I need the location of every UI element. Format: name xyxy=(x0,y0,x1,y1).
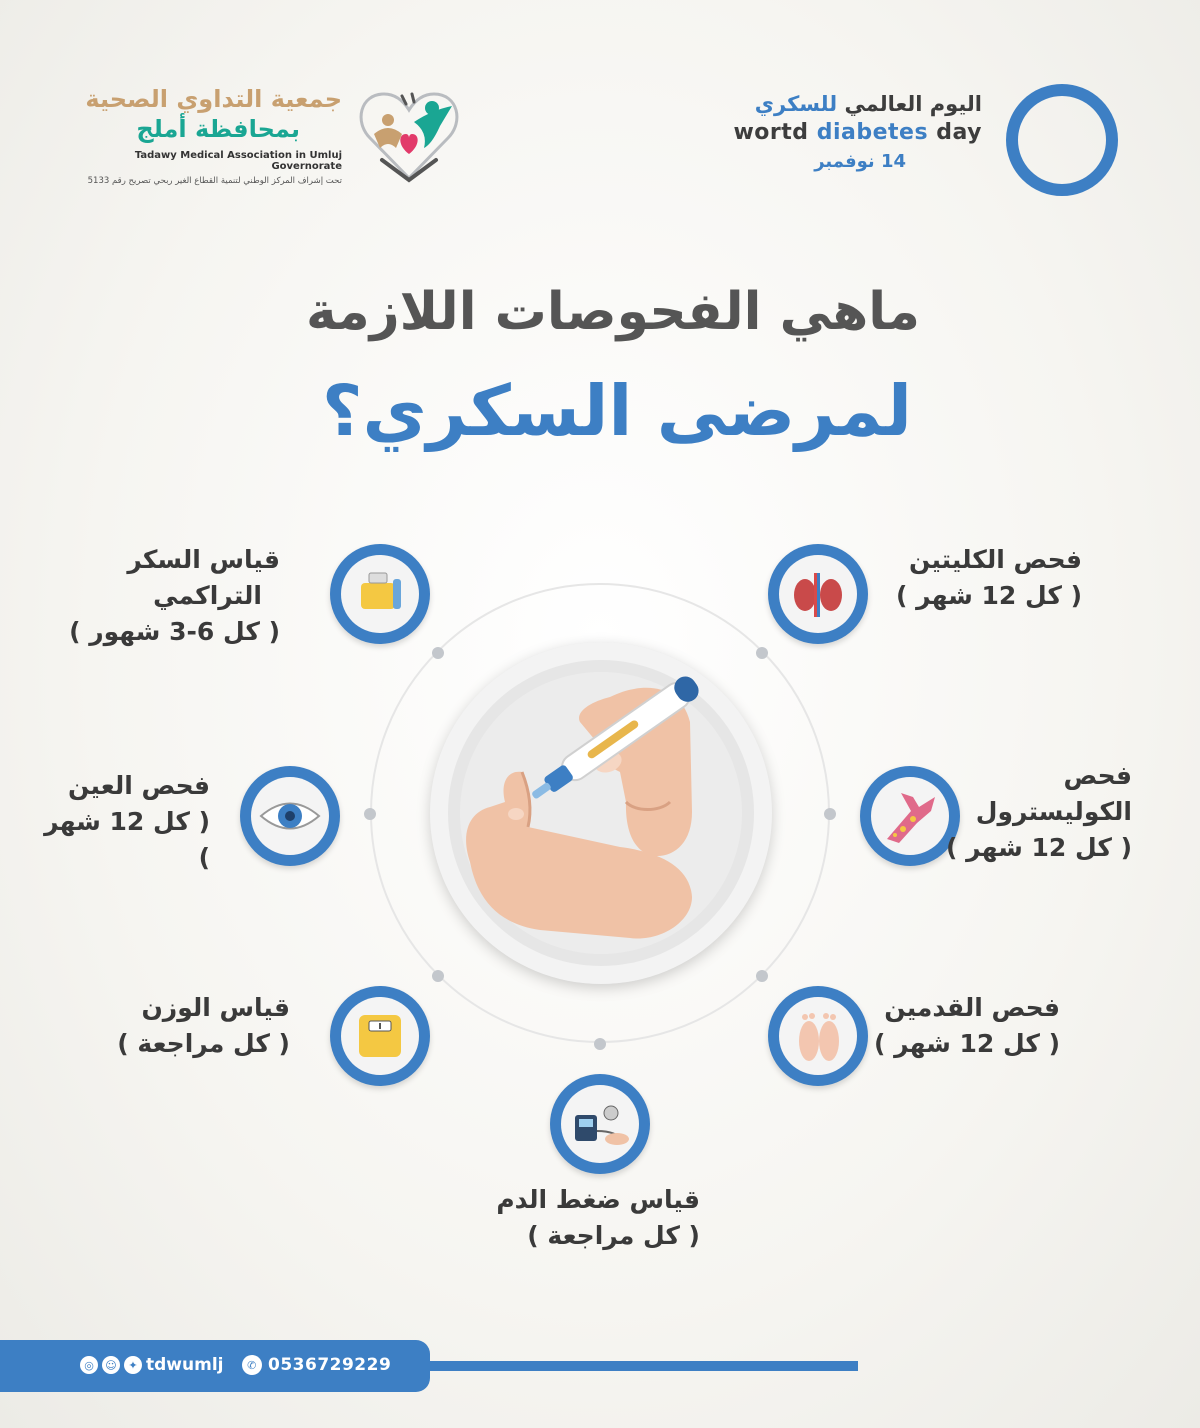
test-name-line2: التراكمي xyxy=(153,581,262,610)
label-feet xyxy=(860,990,1060,1062)
event-en-part3: day xyxy=(936,120,982,145)
association-name: جمعية التداوي الصحية xyxy=(85,85,342,113)
test-name-line1: قياس الوزن xyxy=(141,993,290,1022)
snapchat-icon[interactable]: ☺ xyxy=(102,1356,120,1374)
label-weight xyxy=(90,990,290,1062)
association-license: تحت إشراف المركز الوطني لتنمية القطاع الغير ربحي تصريح رقم 5133 xyxy=(87,176,342,186)
test-name-line1: فحص العين xyxy=(68,771,210,800)
test-name-line1: فحص الكليتين xyxy=(908,545,1082,574)
event-ar-part1: اليوم العالمي xyxy=(844,92,982,116)
event-ar-part2: للسكري xyxy=(754,92,838,116)
test-frequency: ( كل 12 شهر ) xyxy=(946,833,1132,862)
social-handle[interactable]: tdwumlj xyxy=(146,1355,224,1375)
test-name-line1: قياس ضغط الدم xyxy=(496,1185,700,1214)
test-frequency: ( كل 12 شهر ) xyxy=(874,1029,1060,1058)
association-logo-icon xyxy=(352,86,466,186)
footer-line xyxy=(420,1361,858,1371)
test-name-line1: فحص القدمين xyxy=(884,993,1060,1022)
footer-social xyxy=(80,1355,223,1375)
title-line2: لمرضى السكري؟ xyxy=(321,370,912,452)
connector-dot xyxy=(364,808,376,820)
twitter-icon[interactable]: ✦ xyxy=(124,1356,142,1374)
event-date: 14 نوفمبر xyxy=(814,151,906,172)
whatsapp-icon[interactable]: ✆ xyxy=(242,1355,262,1375)
label-cholesterol xyxy=(940,758,1132,866)
glucose-lancet-hands-icon xyxy=(430,642,772,984)
test-frequency: ( كل مراجعة ) xyxy=(117,1029,290,1058)
test-frequency: ( كل مراجعة ) xyxy=(527,1221,700,1250)
blood-pressure-icon xyxy=(550,1074,650,1174)
blue-circle-logo-icon xyxy=(1006,84,1118,196)
phone-number[interactable]: 0536729229 xyxy=(268,1355,392,1375)
test-frequency: ( كل 12 شهر ) xyxy=(896,581,1082,610)
center-illustration xyxy=(430,642,772,984)
test-name-line1: قياس السكر xyxy=(127,545,280,574)
test-name-line2: الكوليسترول xyxy=(975,797,1132,826)
connector-dot xyxy=(824,808,836,820)
connector-dot xyxy=(594,1038,606,1050)
test-frequency: ( كل 12 شهر ) xyxy=(44,807,210,872)
kidneys-icon xyxy=(768,544,868,644)
event-en-part1: wortd xyxy=(733,120,809,145)
hba1c-test-icon xyxy=(330,544,430,644)
diabetes-day-block xyxy=(700,92,982,172)
test-frequency: ( كل 6-3 شهور ) xyxy=(69,617,280,646)
instagram-icon[interactable]: ◎ xyxy=(80,1356,98,1374)
title-line1: ماهي الفحوصات اللازمة xyxy=(306,282,920,342)
label-hba1c xyxy=(60,542,280,650)
association-name-en: Tadawy Medical Association in Umluj Governorate xyxy=(134,150,342,172)
feet-icon xyxy=(768,986,868,1086)
label-kidneys xyxy=(880,542,1082,614)
test-name-line1: فحص xyxy=(1063,761,1132,790)
eye-icon xyxy=(240,766,340,866)
association-city: بمحافظة أملج xyxy=(136,115,300,143)
footer-phone xyxy=(242,1355,391,1375)
association-block xyxy=(80,84,342,186)
label-eye xyxy=(30,768,210,876)
label-blood-pressure xyxy=(470,1182,700,1254)
scale-icon xyxy=(330,986,430,1086)
event-en-part2: diabetes xyxy=(816,120,929,145)
